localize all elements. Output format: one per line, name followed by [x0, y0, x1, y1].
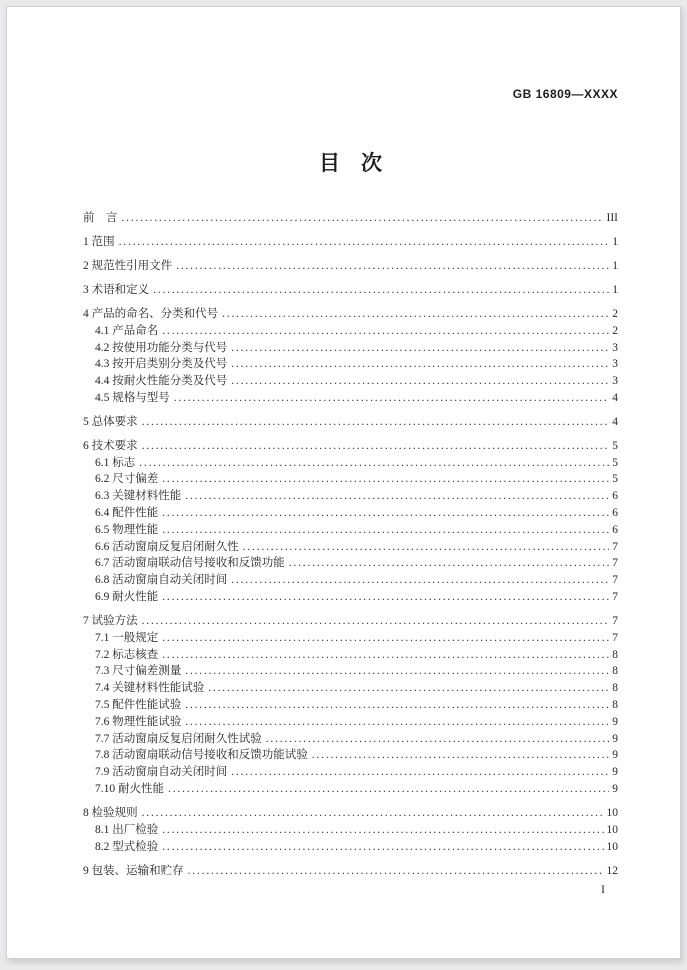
toc-entry: [83, 663, 618, 680]
toc-entry-title: 8.2 型式检验: [95, 840, 159, 853]
toc-entry-title: 4 产品的命名、分类和代号: [83, 307, 219, 320]
toc-entry-title: 6.8 活动窗扇自动关闭时间: [95, 574, 228, 587]
toc-entry-title: 7.6 物理性能试验: [95, 715, 182, 728]
toc-dot-leader: [312, 747, 610, 764]
toc-entry-title: 7.8 活动窗扇联动信号接收和反馈功能试验: [95, 749, 308, 762]
toc-entry-title: 1 范围: [83, 235, 115, 248]
toc-entry: [83, 390, 618, 407]
toc-dot-leader: [142, 613, 610, 630]
toc-entry-page: 7: [612, 574, 618, 587]
toc-entry-title: 8.1 出厂检验: [95, 823, 159, 836]
doc-number: GB 16809—XXXX: [512, 87, 618, 101]
toc-entry-title: 4.3 按开启类别分类及代号: [95, 358, 228, 371]
toc-entry: [83, 210, 618, 227]
toc-entry: [83, 680, 618, 697]
toc-entry-title: 6.1 标志: [95, 456, 136, 469]
toc-dot-leader: [162, 589, 609, 606]
footer-page-number: I: [601, 884, 605, 896]
toc-entry-page: 7: [612, 540, 618, 553]
toc-entry: [83, 522, 618, 539]
toc-dot-leader: [231, 340, 609, 357]
toc-entry-title: 6.3 关键材料性能: [95, 490, 182, 503]
toc-list: [83, 210, 618, 879]
toc-dot-leader: [142, 805, 604, 822]
toc-entry-page: 9: [612, 749, 618, 762]
toc-entry-page: 4: [612, 391, 618, 404]
toc-entry-title: 7.4 关键材料性能试验: [95, 682, 205, 695]
toc-entry: [83, 697, 618, 714]
toc-entry-title: 7.9 活动窗扇自动关闭时间: [95, 766, 228, 779]
toc-entry-title: 8 检验规则: [83, 807, 138, 819]
toc-entry-title: 7.7 活动窗扇反复启闭耐久性试验: [95, 732, 262, 745]
toc-dot-leader: [185, 663, 609, 680]
toc-entry-title: 6.4 配件性能: [95, 507, 159, 520]
toc-entry-title: 4.1 产品命名: [95, 324, 159, 337]
toc-entry-title: 6.9 耐火性能: [95, 591, 159, 604]
toc-dot-leader: [142, 438, 610, 455]
toc-dot-leader: [162, 323, 609, 340]
toc-entry-title: 6 技术要求: [83, 439, 138, 452]
toc-dot-leader: [162, 505, 609, 522]
toc-entry-title: 前 言: [83, 212, 118, 224]
toc-entry-title: 2 规范性引用文件: [83, 259, 173, 272]
toc-entry-title: 7.1 一般规定: [95, 631, 159, 644]
toc-entry-page: 8: [612, 665, 618, 678]
toc-entry-title: 4.5 规格与型号: [95, 391, 170, 404]
toc-entry: [83, 555, 618, 572]
toc-entry: [83, 340, 618, 357]
toc-entry: [83, 455, 618, 472]
toc-dot-leader: [222, 306, 609, 323]
toc-entry-title: 3 术语和定义: [83, 283, 150, 296]
toc-entry: [83, 572, 618, 589]
toc-entry-page: 10: [606, 823, 618, 836]
toc-entry-page: 3: [612, 358, 618, 371]
toc-dot-leader: [185, 697, 609, 714]
toc-entry: [83, 373, 618, 390]
toc-entry: [83, 282, 618, 299]
toc-entry: [83, 747, 618, 764]
toc-entry-title: 4.2 按使用功能分类与代号: [95, 341, 228, 354]
toc-dot-leader: [119, 234, 610, 251]
toc-entry-title: 6.6 活动窗扇反复启闭耐久性: [95, 540, 239, 553]
toc-dot-leader: [176, 258, 609, 275]
toc-entry: [83, 356, 618, 373]
toc-entry-page: III: [606, 212, 618, 224]
toc-dot-leader: [185, 488, 609, 505]
toc-dot-leader: [231, 572, 609, 589]
toc-dot-leader: [174, 390, 610, 407]
toc-entry-page: 7: [612, 615, 618, 628]
toc-dot-leader: [162, 522, 609, 539]
toc-entry: [83, 306, 618, 323]
toc-entry-page: 2: [612, 324, 618, 337]
toc-entry-title: 7.5 配件性能试验: [95, 699, 182, 712]
toc-entry-title: 9 包装、运输和贮存: [83, 864, 184, 877]
page-title: 目 次: [319, 152, 382, 175]
toc-entry-title: 6.2 尺寸偏差: [95, 473, 159, 486]
toc-entry-title: 6.5 物理性能: [95, 523, 159, 536]
toc-entry: [83, 613, 618, 630]
toc-dot-leader: [162, 822, 603, 839]
toc-entry: [83, 505, 618, 522]
toc-entry-page: 8: [612, 682, 618, 695]
toc-entry-title: 7 试验方法: [83, 615, 138, 628]
toc-entry-page: 4: [612, 415, 618, 428]
toc-entry-page: 7: [612, 631, 618, 644]
toc-entry-page: 3: [612, 341, 618, 354]
toc-entry-page: 2: [612, 307, 618, 320]
toc-dot-leader: [289, 555, 610, 572]
toc-entry-title: 5 总体要求: [83, 415, 138, 428]
toc-entry: [83, 731, 618, 748]
toc-entry: [83, 714, 618, 731]
toc-entry: [83, 234, 618, 251]
toc-entry-page: 5: [612, 473, 618, 486]
toc-entry-title: 7.10 耐火性能: [95, 783, 164, 796]
toc-entry: [83, 539, 618, 556]
toc-entry: [83, 589, 618, 606]
toc-dot-leader: [208, 680, 609, 697]
toc-entry: [83, 471, 618, 488]
toc-dot-leader: [185, 714, 609, 731]
toc-dot-leader: [243, 539, 610, 556]
toc-entry-page: 9: [612, 766, 618, 779]
toc-entry: [83, 781, 618, 798]
toc-entry-page: 12: [606, 864, 618, 877]
toc-entry-page: 9: [612, 783, 618, 796]
toc-entry-page: 8: [612, 699, 618, 712]
toc-entry: [83, 414, 618, 431]
toc-dot-leader: [162, 839, 603, 856]
toc-entry-page: 6: [612, 523, 618, 536]
toc-entry-page: 1: [612, 235, 618, 248]
toc-entry-title: 7.3 尺寸偏差测量: [95, 665, 182, 678]
toc-entry-page: 5: [612, 439, 618, 452]
toc-entry-page: 6: [612, 490, 618, 503]
toc-dot-leader: [231, 373, 609, 390]
toc-entry-page: 10: [606, 840, 618, 853]
toc-dot-leader: [231, 764, 609, 781]
toc-dot-leader: [122, 210, 604, 227]
toc-entry: [83, 630, 618, 647]
page-content: [7, 7, 680, 958]
toc-dot-leader: [139, 455, 609, 472]
toc-entry: [83, 647, 618, 664]
toc-entry-title: 4.4 按耐火性能分类及代号: [95, 375, 228, 388]
toc-entry-page: 8: [612, 648, 618, 661]
toc-entry: [83, 438, 618, 455]
toc-dot-leader: [162, 471, 609, 488]
toc-dot-leader: [162, 647, 609, 664]
toc-dot-leader: [153, 282, 609, 299]
toc-dot-leader: [266, 731, 610, 748]
toc-entry: [83, 863, 618, 880]
toc-entry: [83, 822, 618, 839]
toc-dot-leader: [231, 356, 609, 373]
toc-entry: [83, 488, 618, 505]
toc-entry: [83, 764, 618, 781]
toc-dot-leader: [168, 781, 609, 798]
document-page: [6, 6, 681, 959]
toc-dot-leader: [142, 414, 610, 431]
toc-entry: [83, 258, 618, 275]
toc-entry-page: 10: [606, 807, 618, 819]
toc-entry-page: 3: [612, 375, 618, 388]
toc-entry-title: 6.7 活动窗扇联动信号接收和反馈功能: [95, 557, 285, 570]
toc-entry-page: 5: [612, 456, 618, 469]
toc-entry-page: 7: [612, 557, 618, 570]
toc-entry: [83, 839, 618, 856]
toc-entry-page: 1: [612, 259, 618, 272]
toc-dot-leader: [188, 863, 604, 880]
toc-entry: [83, 323, 618, 340]
toc-entry-page: 1: [612, 283, 618, 296]
toc-entry-page: 9: [612, 732, 618, 745]
toc-dot-leader: [162, 630, 609, 647]
toc-entry-page: 9: [612, 715, 618, 728]
toc-entry-page: 7: [612, 591, 618, 604]
toc-entry-title: 7.2 标志核查: [95, 648, 159, 661]
toc-entry-page: 6: [612, 507, 618, 520]
toc-entry: [83, 805, 618, 822]
